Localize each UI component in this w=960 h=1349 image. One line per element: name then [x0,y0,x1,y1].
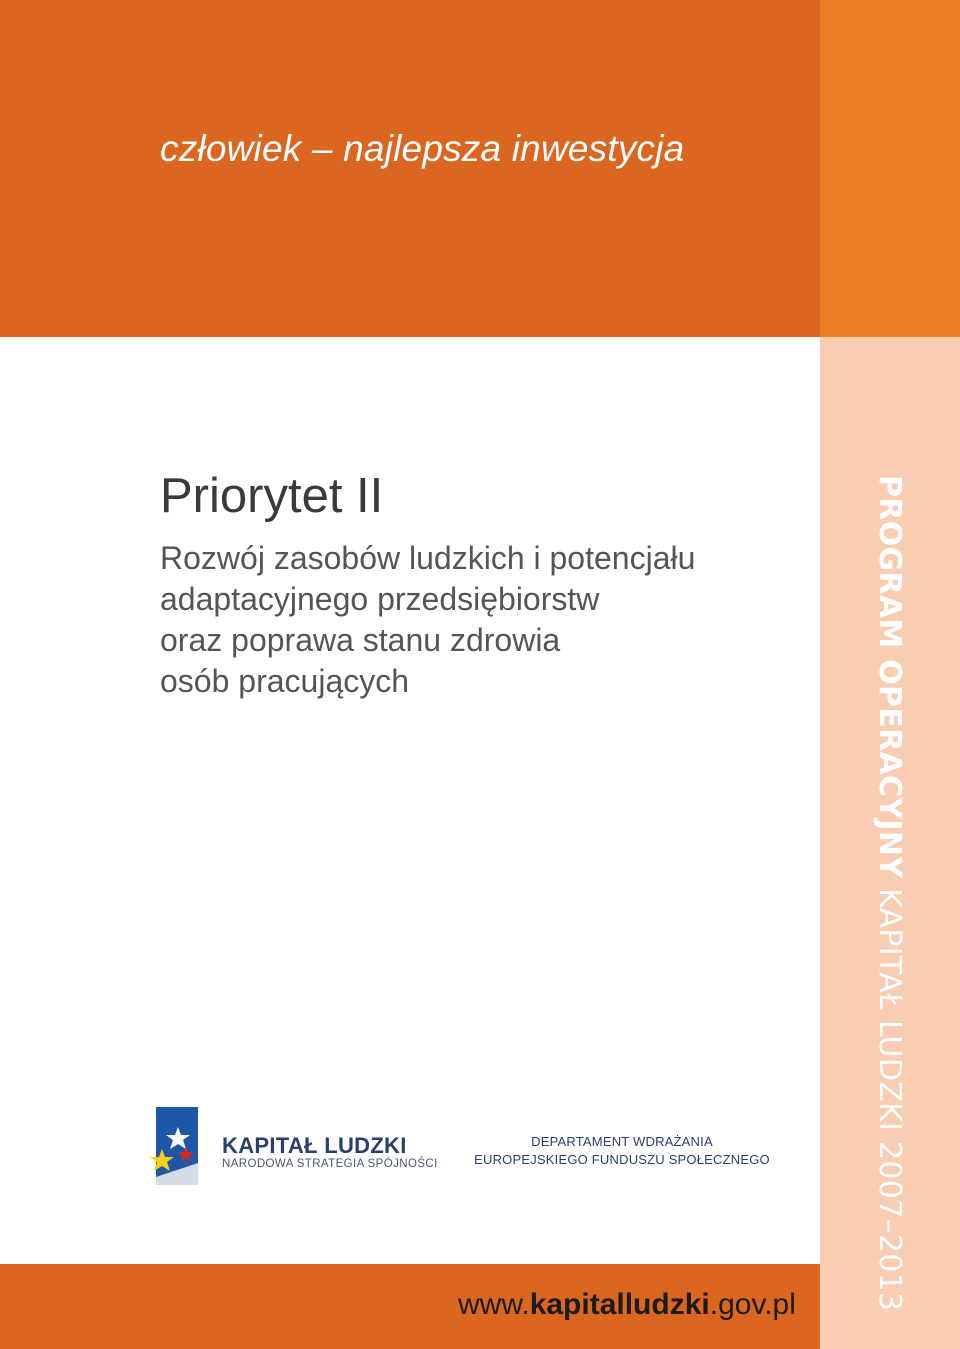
department-line: EUROPEJSKIEGO FUNDUSZU SPOŁECZNEGO [474,1152,770,1167]
tagline: człowiek – najlepsza inwestycja [160,128,685,169]
program-label-light: KAPITAŁ LUDZKI 2007–2013 [872,878,907,1312]
description-line: Rozwój zasobów ludzkich i potencjału [160,540,696,576]
program-label-bold: PROGRAM OPERACYJNY [872,475,907,879]
url-domain: kapitalludzki [529,1288,710,1321]
description-line: osób pracujących [160,663,410,699]
header-band [0,0,820,337]
url-prefix: www. [458,1288,530,1321]
description-line: oraz poprawa stanu zdrowia [160,622,561,658]
program-label [872,475,907,1311]
logo-title: KAPITAŁ LUDZKI [222,1133,407,1158]
page-title: Priorytet II [160,469,384,523]
kapital-ludzki-logo-icon [150,1105,200,1187]
logo-subtitle: NARODOWA STRATEGIA SPÓJNOŚCI [222,1158,438,1170]
website-link[interactable] [458,1288,796,1322]
description-line: adaptacyjnego przedsiębiorstw [160,581,600,617]
priority-description [160,538,695,702]
url-suffix: .gov.pl [709,1288,796,1321]
department-line: DEPARTAMENT WDRAŻANIA [531,1134,713,1149]
sidebar-top-strip [820,0,960,337]
department-name [470,1133,774,1169]
